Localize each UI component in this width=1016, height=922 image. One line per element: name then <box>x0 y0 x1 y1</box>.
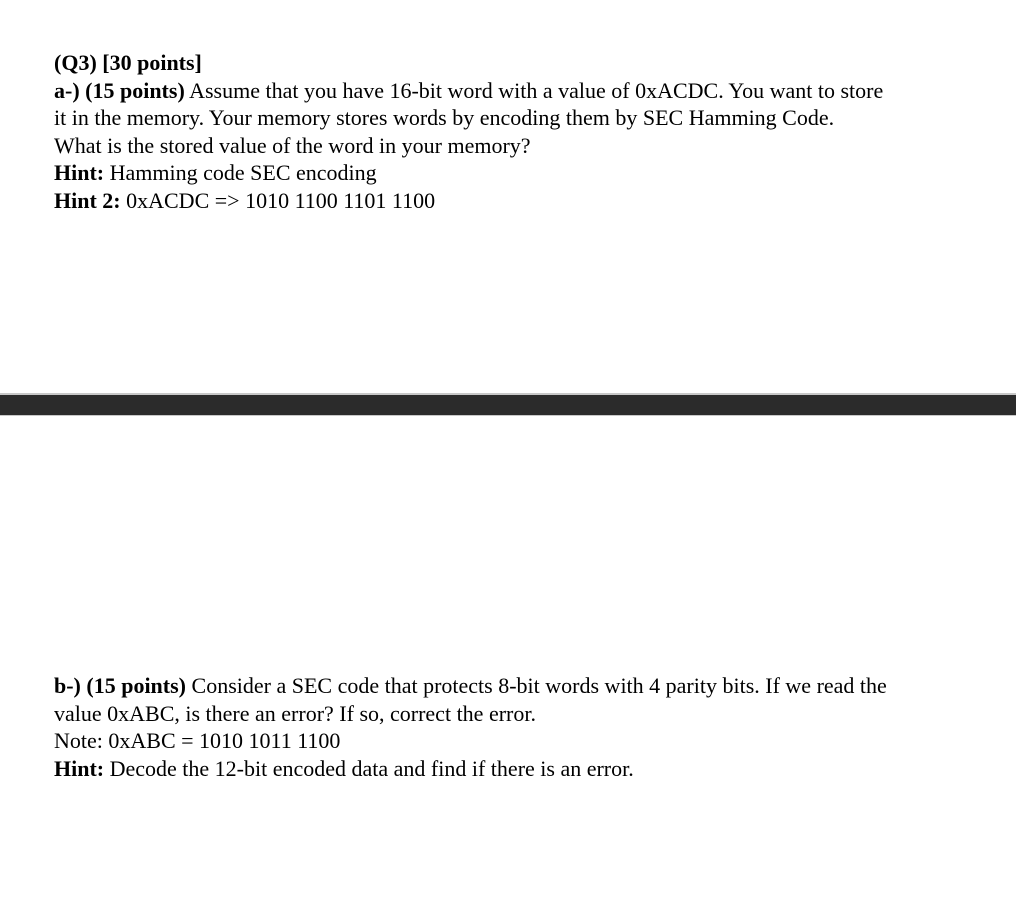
part-b-hint <box>54 755 984 783</box>
part-a-label: a-) (15 points) <box>54 77 185 103</box>
part-a-line-1-text: Assume that you have 16-bit word with a value of 0xACDC. You want to store <box>184 77 884 103</box>
part-b-label: b-) (15 points) <box>54 673 187 698</box>
part-a-hint-2 <box>54 187 984 215</box>
part-a-line-2: it in the memory. Your memory stores words by encoding them by SEC Hamming Code. <box>54 105 835 130</box>
page-separator <box>0 393 1016 416</box>
question-part-a-block <box>54 49 984 214</box>
part-a-hint-label: Hint: <box>54 160 105 185</box>
page-bottom <box>0 416 1016 922</box>
part-b-line-1 <box>54 672 984 700</box>
question-header: (Q3) [30 points] <box>54 50 202 75</box>
part-a-hint-2-label: Hint 2: <box>54 187 121 213</box>
part-b-line-1-text: Consider a SEC code that protects 8-bit words with 4 parity bits. If we read the <box>186 673 887 698</box>
part-a-hint-2-text: 0xACDC => 1010 1100 1101 1100 <box>120 187 436 213</box>
part-a-line-3: What is the stored value of the word in your memory? <box>54 132 531 158</box>
part-a-hint <box>54 159 984 187</box>
part-b-line-2: value 0xABC, is there an error? If so, correct the error. <box>54 700 536 726</box>
part-b-note: Note: 0xABC = 1010 1011 1100 <box>54 728 341 753</box>
part-a-hint-text: Hamming code SEC encoding <box>104 160 377 185</box>
part-a-line-1 <box>54 77 984 105</box>
part-b-hint-text: Decode the 12-bit encoded data and find if there is an error. <box>104 755 634 781</box>
question-part-b-block <box>54 672 984 782</box>
part-b-hint-label: Hint: <box>54 755 105 781</box>
